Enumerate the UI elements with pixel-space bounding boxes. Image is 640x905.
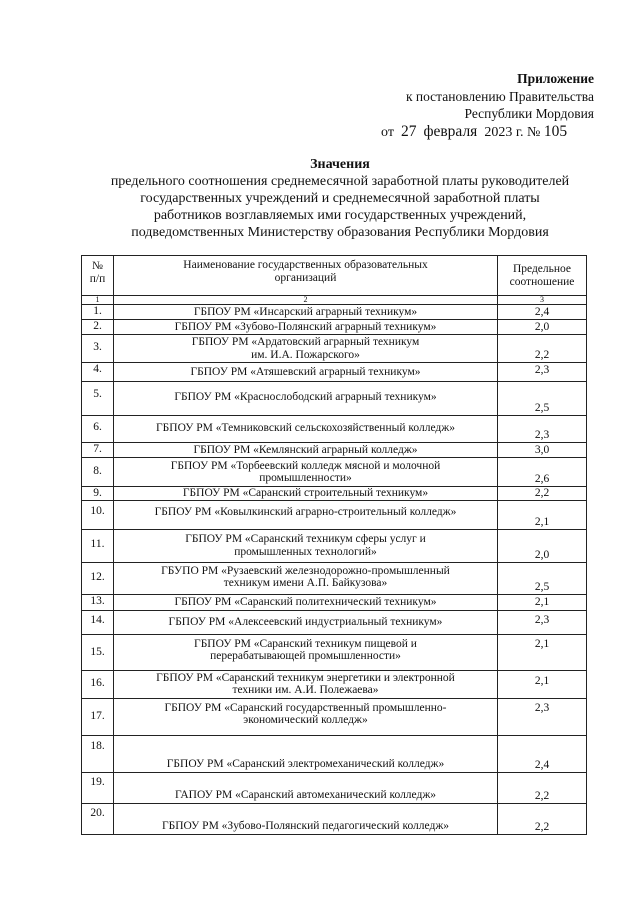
table-row: 8. ГБПОУ РМ «Торбеевский колледж мясной и молочной промышленности» 2,6 xyxy=(82,458,587,487)
org-name: ГБПОУ РМ «Инсарский аграрный техникум» xyxy=(114,305,498,320)
org-name: ГБПОУ РМ «Саранский государственный промышленно- экономический колледж» xyxy=(114,698,498,735)
table-row: 19. ГАПОУ РМ «Саранский автомеханический колледж» 2,2 xyxy=(82,772,587,803)
header-num: № п/п xyxy=(82,256,114,296)
ratio-value: 2,3 xyxy=(498,416,587,443)
ratio-value: 2,1 xyxy=(498,670,587,698)
table-row: 20. ГБПОУ РМ «Зубово-Полянский педагогический колледж» 2,2 xyxy=(82,803,587,834)
ratio-value: 2,2 xyxy=(498,772,587,803)
table-row: 11. ГБПОУ РМ «Саранский техникум сферы услуг и промышленных технологий» 2,0 xyxy=(82,529,587,562)
doc-number: 105 xyxy=(543,123,568,140)
document-title: Значения xyxy=(310,157,370,172)
table-header-row xyxy=(82,256,587,296)
subtitle-line-1: предельного соотношения среднемесячной заработной платы руководителей xyxy=(110,174,570,189)
ratio-value: 2,2 xyxy=(498,487,587,501)
colnum-2: 2 xyxy=(114,296,498,305)
org-name: ГБПОУ РМ «Саранский техникум сферы услуг и промышленных технологий» xyxy=(114,529,498,562)
ratio-value: 3,0 xyxy=(498,443,587,458)
ratio-value: 2,5 xyxy=(498,382,587,416)
table-row: 7. ГБПОУ РМ «Кемлянский аграрный колледж» 3,0 xyxy=(82,443,587,458)
table-row: 10. ГБПОУ РМ «Ковылкинский аграрно-строительный колледж» 2,1 xyxy=(82,500,587,529)
table-row: 6. ГБПОУ РМ «Темниковский сельскохозяйственный колледж» 2,3 xyxy=(82,416,587,443)
org-name: ГБПОУ РМ «Саранский техникум пищевой и перерабатывающей промышленности» xyxy=(114,634,498,670)
subtitle-line-2: государственных учреждений и среднемесячной заработной платы xyxy=(140,191,540,206)
ratio-value: 2,0 xyxy=(498,320,587,335)
ratio-value: 2,6 xyxy=(498,458,587,487)
table-row: 12. ГБУПО РМ «Рузаевский железнодорожно-промышленный техникум имени А.П. Байкузова» 2,5 xyxy=(82,562,587,594)
org-name: ГБПОУ РМ «Алексеевский индустриальный техникум» xyxy=(114,610,498,634)
subtitle-line-4: подведомственных Министерству образования Республики Мордовия xyxy=(131,225,549,240)
org-name: ГБПОУ РМ «Краснослободский аграрный техникум» xyxy=(114,382,498,416)
appendix-line-2: Республики Мордовия xyxy=(464,106,594,121)
org-name: ГАПОУ РМ «Саранский автомеханический колледж» xyxy=(114,772,498,803)
table-row: 5. ГБПОУ РМ «Краснослободский аграрный техникум» 2,5 xyxy=(82,382,587,416)
org-name: ГБПОУ РМ «Зубово-Полянский аграрный техникум» xyxy=(114,320,498,335)
date-prefix: от xyxy=(381,125,394,140)
org-name: ГБПОУ РМ «Торбеевский колледж мясной и молочной промышленности» xyxy=(114,458,498,487)
date-year: 2023 г. № xyxy=(484,125,541,140)
ratio-value: 2,4 xyxy=(498,305,587,320)
ratio-value: 2,1 xyxy=(498,634,587,670)
org-name: ГБУПО РМ «Рузаевский железнодорожно-промышленный техникум имени А.П. Байкузова» xyxy=(114,562,498,594)
org-name: ГБПОУ РМ «Кемлянский аграрный колледж» xyxy=(114,443,498,458)
header-organization: Наименование государственных образовательных организаций xyxy=(114,256,498,296)
org-name: ГБПОУ РМ «Ковылкинский аграрно-строительный колледж» xyxy=(114,500,498,529)
ratio-value: 2,3 xyxy=(498,610,587,634)
resolution-date-line xyxy=(381,123,567,141)
ratio-table xyxy=(81,255,587,835)
ratio-value: 2,4 xyxy=(498,735,587,772)
table-row: 14. ГБПОУ РМ «Алексеевский индустриальный техникум» 2,3 xyxy=(82,610,587,634)
table-row: 13. ГБПОУ РМ «Саранский политехнический техникум» 2,1 xyxy=(82,594,587,610)
date-day: 27 xyxy=(400,123,417,140)
appendix-line-1: к постановлению Правительства xyxy=(405,89,594,104)
table-row: 4. ГБПОУ РМ «Атяшевский аграрный техникум» 2,3 xyxy=(82,363,587,382)
colnum-3: 3 xyxy=(498,296,587,305)
org-name: ГБПОУ РМ «Саранский техникум энергетики и электронной техники им. А.И. Полежаева» xyxy=(114,670,498,698)
table-row: 18. ГБПОУ РМ «Саранский электромеханический колледж» 2,4 xyxy=(82,735,587,772)
table-row: 3. ГБПОУ РМ «Ардатовский аграрный техникум им. И.А. Пожарского» 2,2 xyxy=(82,335,587,363)
column-number-row xyxy=(82,296,587,305)
ratio-value: 2,1 xyxy=(498,594,587,610)
org-name: ГБПОУ РМ «Саранский электромеханический колледж» xyxy=(114,735,498,772)
ratio-value: 2,3 xyxy=(498,363,587,382)
org-name: ГБПОУ РМ «Ардатовский аграрный техникум им. И.А. Пожарского» xyxy=(114,335,498,363)
table-row: 15. ГБПОУ РМ «Саранский техникум пищевой и перерабатывающей промышленности» 2,1 xyxy=(82,634,587,670)
org-name: ГБПОУ РМ «Атяшевский аграрный техникум» xyxy=(114,363,498,382)
ratio-value: 2,1 xyxy=(498,500,587,529)
subtitle-line-3: работников возглавляемых ими государственных учреждений, xyxy=(153,208,527,223)
org-name: ГБПОУ РМ «Саранский политехнический техникум» xyxy=(114,594,498,610)
org-name: ГБПОУ РМ «Темниковский сельскохозяйственный колледж» xyxy=(114,416,498,443)
appendix-title: Приложение xyxy=(517,71,594,86)
table-row: 2. ГБПОУ РМ «Зубово-Полянский аграрный техникум» 2,0 xyxy=(82,320,587,335)
org-name: ГБПОУ РМ «Саранский строительный техникум» xyxy=(114,487,498,501)
table-row: 9. ГБПОУ РМ «Саранский строительный техникум» 2,2 xyxy=(82,487,587,501)
ratio-value: 2,2 xyxy=(498,803,587,834)
ratio-value: 2,0 xyxy=(498,529,587,562)
ratio-value: 2,5 xyxy=(498,562,587,594)
colnum-1: 1 xyxy=(82,296,114,305)
org-name: ГБПОУ РМ «Зубово-Полянский педагогический колледж» xyxy=(114,803,498,834)
ratio-value: 2,3 xyxy=(498,698,587,735)
table-row: 1. ГБПОУ РМ «Инсарский аграрный техникум» 2,4 xyxy=(82,305,587,320)
header-ratio: Предельное соотношение xyxy=(498,256,587,296)
ratio-value: 2,2 xyxy=(498,335,587,363)
date-month: февраля xyxy=(423,123,478,140)
table-row: 17. ГБПОУ РМ «Саранский государственный промышленно- экономический колледж» 2,3 xyxy=(82,698,587,735)
table-row: 16. ГБПОУ РМ «Саранский техникум энергетики и электронной техники им. А.И. Полежаева» 2,1 xyxy=(82,670,587,698)
